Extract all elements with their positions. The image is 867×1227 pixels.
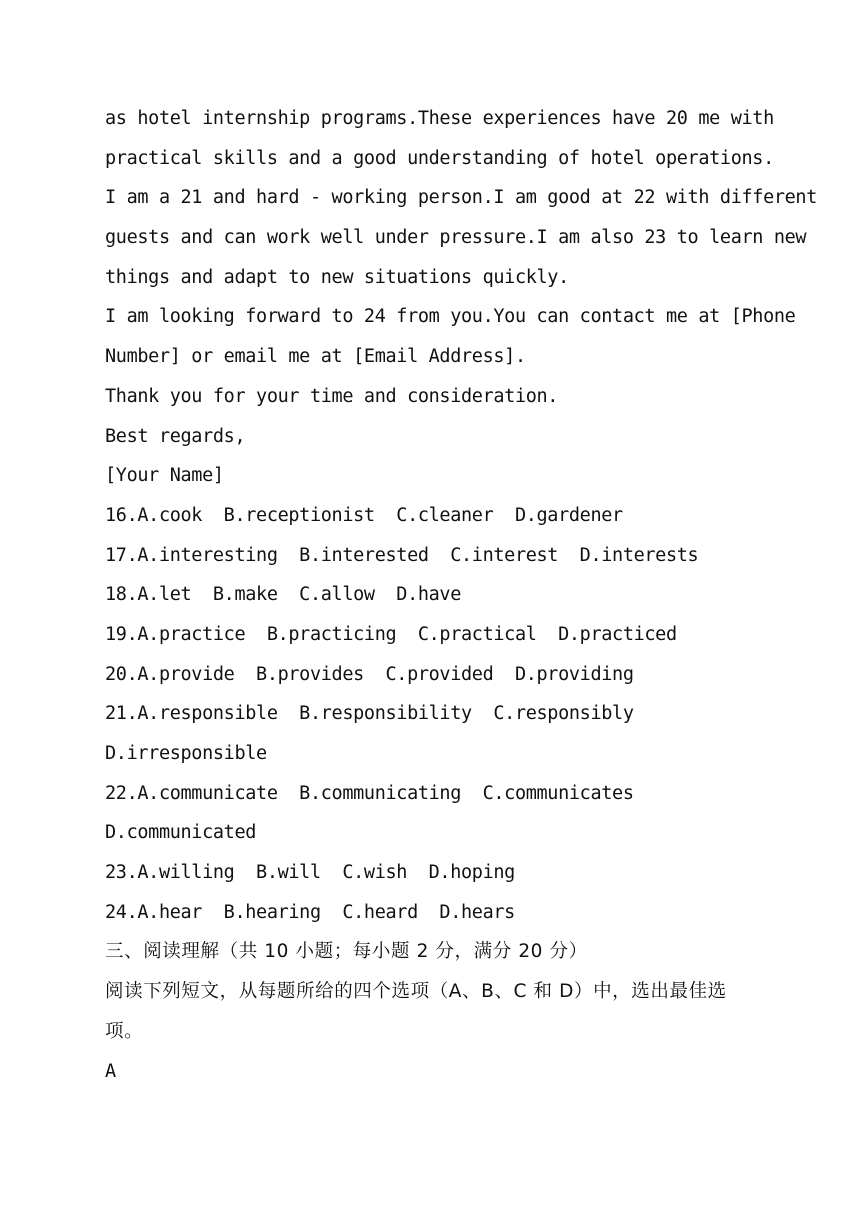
section-instruction-continued: 项。 [105,1020,144,1042]
passage-line: things and adapt to new situations quickly. [105,266,569,288]
passage-line: I am a 21 and hard - working person.I am good at 22 with different [105,187,818,209]
passage-label: A [105,1060,116,1082]
question-16-options: 16.A.cook B.receptionist C.cleaner D.gardener [105,504,623,526]
passage-line: I am looking forward to 24 from you.You can contact me at [Phone [105,306,796,328]
reading-section [105,932,785,1091]
question-21-option-d: D.irresponsible [105,743,267,764]
passage-line: practical skills and a good understanding of hotel operations. [105,147,774,169]
passage-line: Number] or email me at [Email Address]. [105,346,526,368]
question-22-options: 22.A.communicate B.communicating C.communicates [105,782,634,804]
question-18-options: 18.A.let B.make C.allow D.have [105,584,462,606]
question-21-options: 21.A.responsible B.responsibility C.responsibly [105,703,634,725]
question-list [105,496,785,933]
question-23-options: 23.A.willing B.will C.wish D.hoping [105,862,515,884]
section-instruction: 阅读下列短文，从每题所给的四个选项（A、B、C 和 D）中，选出最佳选 [105,981,727,1003]
passage-line: as hotel internship programs.These experiences have 20 me with [105,108,774,129]
section-heading: 三、阅读理解（共 10 小题；每小题 2 分，满分 20 分） [105,941,588,963]
document-page [105,99,818,1091]
letter-body [105,99,818,496]
question-19-options: 19.A.practice B.practicing C.practical D.practiced [105,623,677,645]
question-20-options: 20.A.provide B.provides C.provided D.providing [105,663,634,685]
letter-closing: Best regards, [105,425,246,447]
passage-line: guests and can work well under pressure.I am also 23 to learn new [105,227,807,249]
question-24-options: 24.A.hear B.hearing C.heard D.hears [105,901,515,923]
letter-signature: [Your Name] [105,465,224,487]
question-22-option-d: D.communicated [105,822,257,844]
question-17-options: 17.A.interesting B.interested C.interest D.interests [105,544,699,566]
passage-line: Thank you for your time and consideration. [105,385,559,407]
